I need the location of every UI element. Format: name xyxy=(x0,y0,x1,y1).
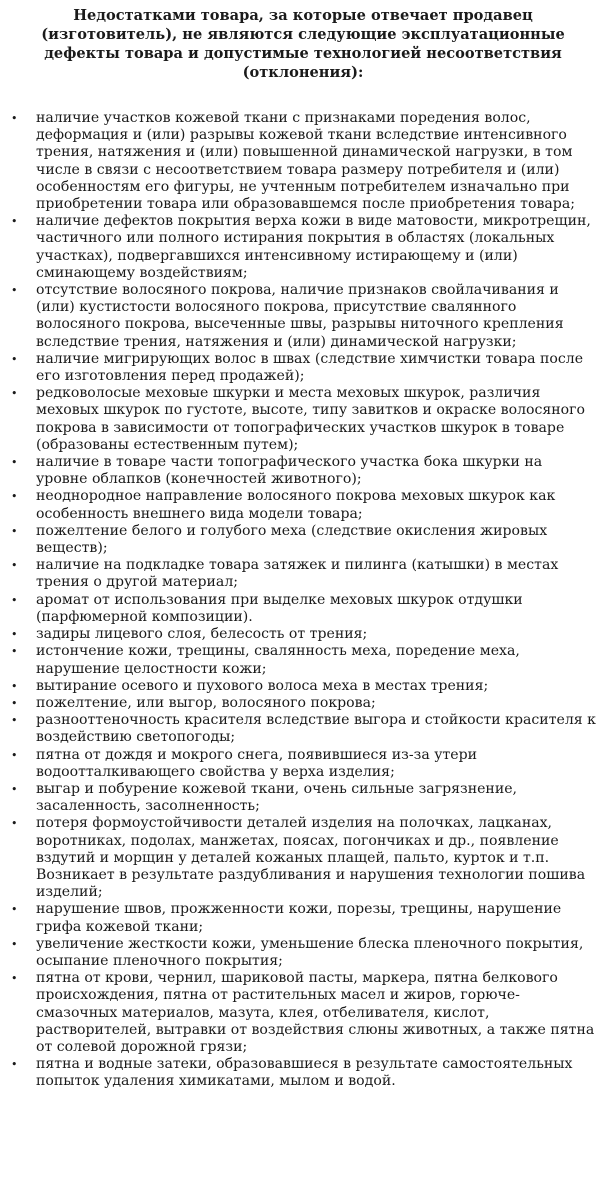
bullet-icon: • xyxy=(11,628,18,642)
list-item-text: наличие участков кожевой ткани с признаками поредения волос, деформация и (или) разрывы кожевой ткани вследствие интенсивного трения, натяжения и (или) повышенной динамической нагрузки, в том числе в связи с несоответствием товара размеру потребителя и (или) особенностям его фигуры, не учтенным потребителем изначально при приобретении товара или образовавшемся после приобретения товара; xyxy=(36,110,575,213)
list-item xyxy=(8,815,598,901)
list-item xyxy=(8,385,598,454)
defect-list xyxy=(8,110,598,1091)
list-item xyxy=(8,351,598,385)
bullet-icon: • xyxy=(11,593,18,607)
list-item xyxy=(8,110,598,213)
heading-text-start: Недостатками товара, за которые отвечает продавец (изготовитель), xyxy=(41,7,533,43)
list-item-text: выгар и побурение кожевой ткани, очень сильные загрязнение, засаленность, засолненность; xyxy=(36,780,518,815)
list-item xyxy=(8,781,598,815)
bullet-icon: • xyxy=(11,937,18,951)
list-item xyxy=(8,643,598,677)
list-item-text: вытирание осевого и пухового волоса меха в местах трения; xyxy=(36,677,489,694)
bullet-icon: • xyxy=(11,748,18,762)
list-item-text: пятна от крови, чернил, шариковой пасты, маркера, пятна белкового происхождения, пятна от растительных масел и жиров, горюче-смазочных материалов, мазута, клея, отбеливателя, кислот, растворителей, вытравки от воздействия слюны животных, а также пятна от солевой дорожной грязи; xyxy=(36,970,595,1055)
bullet-icon: • xyxy=(11,972,18,986)
bullet-icon: • xyxy=(11,817,18,831)
list-item-text: наличие дефектов покрытия верха кожи в виде матовости, микротрещин, частичного или полного истирания покрытия в областях (локальных участках), подвергавшихся интенсивному истирающему и (или) сминающему воздействиям; xyxy=(36,213,591,281)
list-item-text: истончение кожи, трещины, свалянность меха, поредение меха, нарушение целостности кожи; xyxy=(36,643,520,677)
heading-emphasis: не xyxy=(182,26,203,43)
bullet-icon: • xyxy=(11,559,18,573)
list-item xyxy=(8,678,598,695)
bullet-icon: • xyxy=(11,112,18,125)
bullet-icon: • xyxy=(11,284,18,298)
list-item-text: наличие на подкладке товара затяжек и пилинга (катышки) в местах трения о другой материал; xyxy=(36,557,559,591)
list-item-text: пожелтение, или выгор, волосяного покрова; xyxy=(36,694,376,711)
bullet-icon: • xyxy=(11,645,18,659)
bullet-icon: • xyxy=(11,456,18,470)
bullet-icon: • xyxy=(11,782,18,796)
bullet-icon: • xyxy=(11,524,18,538)
list-item xyxy=(8,592,598,626)
list-item-text: редковолосые меховые шкурки и места меховых шкурок, различия меховых шкурок по густоте, высоте, типу завитков и окраске волосяного покрова в зависимости от топографических участков шкурок в товаре (образованы естественным путем); xyxy=(36,385,586,453)
bullet-icon: • xyxy=(11,903,18,917)
bullet-icon: • xyxy=(11,696,18,710)
document-heading xyxy=(8,6,598,82)
list-item xyxy=(8,213,598,282)
list-item-text: наличие в товаре части топографического участка бока шкурки на уровне облапков (конечностей животного); xyxy=(36,454,543,488)
bullet-icon: • xyxy=(11,1058,18,1072)
list-item xyxy=(8,626,598,643)
list-item-text: пятна и водные затеки, образовавшиеся в результате самостоятельных попыток удаления химикатами, мылом и водой. xyxy=(36,1056,573,1090)
list-item-text: пятна от дождя и мокрого снега, появившиеся из-за утери водоотталкивающего свойства у верха изделия; xyxy=(36,746,478,780)
list-item xyxy=(8,747,598,781)
list-item xyxy=(8,695,598,712)
list-item xyxy=(8,1056,598,1090)
bullet-icon: • xyxy=(11,490,18,504)
list-item-text: нарушение швов, прожженности кожи, порезы, трещины, нарушение грифа кожевой ткани; xyxy=(36,901,562,935)
bullet-icon: • xyxy=(11,215,18,229)
list-item-text: наличие мигрирующих волос в швах (следствие химчистки товара после его изготовления перед продажей); xyxy=(36,350,584,385)
list-item-text: аромат от использования при выделке меховых шкурок отдушки (парфюмерной композиции). xyxy=(36,591,523,625)
bullet-icon: • xyxy=(11,714,18,728)
list-item xyxy=(8,282,598,351)
list-item-text: задиры лицевого слоя, белесость от трения; xyxy=(36,626,368,643)
bullet-icon: • xyxy=(11,679,18,693)
list-item-text: потеря формоустойчивости деталей изделия на полочках, лацканах, воротниках, подолах, манжетах, поясах, погончиках и др., появление вздутий и морщин у деталей кожаных плащей, пальто, курток и т.п. Возникает в результате раздубливания и нарушения технологии пошива изделий; xyxy=(36,815,586,901)
heading-text-end: являются следующие эксплуатационные дефекты товара и допустимые технологией несоответствия (отклонения): xyxy=(44,26,565,81)
list-item xyxy=(8,970,598,1056)
list-item xyxy=(8,523,598,557)
list-item-text: увеличение жесткости кожи, уменьшение блеска пленочного покрытия, осыпание пленочного покрытия; xyxy=(36,935,584,969)
list-item xyxy=(8,557,598,591)
bullet-icon: • xyxy=(11,352,18,366)
list-item xyxy=(8,454,598,488)
bullet-icon: • xyxy=(11,387,18,401)
list-item-text: неоднородное направление волосяного покрова меховых шкурок как особенность внешнего вида модели товара; xyxy=(36,488,556,522)
list-item-text: пожелтение белого и голубого меха (следствие окисления жировых веществ); xyxy=(36,522,548,557)
list-item xyxy=(8,936,598,970)
list-item xyxy=(8,901,598,935)
list-item xyxy=(8,712,598,746)
list-item xyxy=(8,488,598,522)
list-item-text: разнооттеночность красителя вследствие выгора и стойкости красителя к воздействию светопогоды; xyxy=(36,712,596,746)
list-item-text: отсутствие волосяного покрова, наличие признаков свойлачивания и (или) кустистости волосяного покрова, присутствие свалянного волосяного покрова, высеченные швы, разрывы ниточного крепления вследствие трения, натяжения и (или) динамической нагрузки; xyxy=(36,282,564,350)
